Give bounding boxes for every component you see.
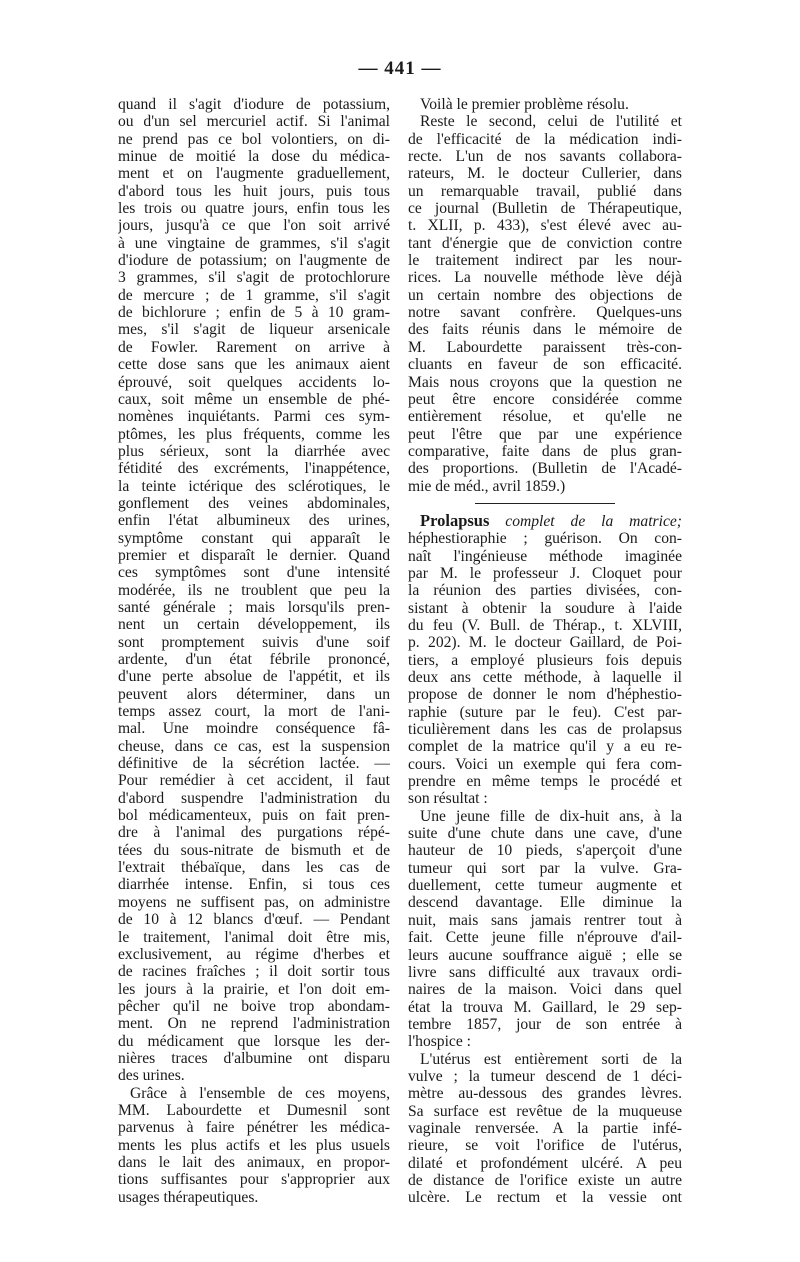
- text-line: ulcère. Le rectum et la vessie ont: [408, 1189, 682, 1207]
- text-line: un remarquable travail, publié dans: [408, 182, 682, 200]
- text-line: dre à l'animal des purgations répé-: [118, 824, 390, 842]
- heading-title: Prolapsus: [420, 511, 490, 530]
- text-line: recte. L'un de nos savants collabora-: [408, 148, 682, 166]
- text-line: notre savant confrère. Quelques-uns: [408, 304, 682, 322]
- text-line: des faits réunis dans le mémoire de: [408, 321, 682, 339]
- text-line: l'hospice :: [408, 1033, 472, 1051]
- page-number: — 441 —: [358, 58, 442, 79]
- text-line: exclusivement, au régime d'herbes et: [118, 945, 390, 963]
- text-line: sont promptement suivis d'une soif: [118, 633, 390, 651]
- text-line: ptômes, les plus fréquents, comme les: [118, 425, 390, 443]
- text-line: héphestioraphie ; guérison. On con-: [408, 530, 682, 548]
- text-line: cheuse, dans ce cas, est la suspension: [118, 737, 390, 755]
- text-line: de 10 à 12 blancs d'œuf. — Pendant: [118, 911, 390, 929]
- text-line: p. 202). M. le docteur Gaillard, de Poi-: [408, 634, 682, 652]
- left-column: [118, 96, 390, 1206]
- text-line: quand il s'agit d'iodure de potassium,: [118, 96, 390, 113]
- text-line: des urines.: [118, 1067, 185, 1085]
- text-line: comparative, faite dans de plus gran-: [408, 442, 682, 460]
- text-line: rices. La nouvelle méthode lève déjà: [408, 269, 682, 287]
- paragraph: [408, 808, 682, 1051]
- text-line: plus sérieux, sont la diarrhée avec: [118, 442, 390, 460]
- paragraph: [408, 1051, 682, 1207]
- text-line: de l'efficacité de la médication indi-: [408, 130, 682, 148]
- text-line: les jours à la prairie, et l'on doit em-: [118, 980, 390, 998]
- text-line: M. Labourdette paraissent très-con-: [408, 338, 682, 356]
- text-line: peut l'être que par une expérience: [408, 425, 682, 443]
- text-line: tées du sous-nitrate de bismuth et de: [118, 841, 390, 859]
- text-line: à une vingtaine de grammes, s'il s'agit: [118, 234, 390, 252]
- text-line: peut être encore considérée comme: [408, 390, 682, 408]
- text-line: MM. Labourdette et Dumesnil sont: [118, 1101, 390, 1119]
- text-line: son résultat :: [408, 790, 488, 808]
- text-line: bol médicamenteux, puis on fait pren-: [118, 807, 390, 825]
- text-line: mie de méd., avril 1859.): [408, 477, 566, 495]
- paragraph: [408, 96, 682, 113]
- text-line: Voilà le premier problème résolu.: [420, 96, 629, 113]
- text-line: éprouvé, soit quelques accidents lo-: [118, 373, 390, 391]
- text-line: caux, soit même un ensemble de phé-: [118, 390, 390, 408]
- text-line: ces symptômes sont d'une intensité: [118, 564, 390, 582]
- text-line: nent un certain développement, ils: [118, 616, 390, 634]
- paragraph: [408, 530, 682, 808]
- text-line: pêcher qu'il ne boive trop abondam-: [118, 997, 390, 1015]
- text-line: ou d'un sel mercuriel actif. Si l'animal: [118, 113, 390, 131]
- text-line: minue de moitié la dose du médica-: [118, 148, 390, 166]
- paragraph: [118, 1085, 390, 1206]
- text-line: d'abord tous les huit jours, puis tous: [118, 182, 390, 200]
- text-line: mal. Une moindre conséquence fâ-: [118, 720, 390, 738]
- text-line: usages thérapeutiques.: [118, 1188, 259, 1206]
- text-line: le traitement indirect par les nour-: [408, 252, 682, 270]
- text-line: de racines fraîches ; il doit sortir tous: [118, 963, 390, 981]
- text-line: mes, s'il s'agit de liqueur arsenicale: [118, 321, 390, 339]
- text-line: la réunion des parties divisées, con-: [408, 582, 682, 600]
- text-line: d'abord suspendre l'administration du: [118, 789, 390, 807]
- text-line: d'une perte absolue de l'appétit, et ils: [118, 668, 390, 686]
- text-line: temps assez court, la mort de l'ani-: [118, 703, 390, 721]
- text-line: nières traces d'albumine ont disparu: [118, 1049, 390, 1067]
- text-line: d'iodure de potassium; on l'augmente de: [118, 252, 390, 270]
- text-line: entièrement résolue, et qu'elle ne: [408, 408, 682, 426]
- text-line: diarrhée intense. Enfin, si tous ces: [118, 876, 390, 894]
- text-line: Mais nous croyons que la question ne: [408, 373, 682, 391]
- text-line: ment et on l'augmente graduellement,: [118, 165, 390, 183]
- text-line: premier et disparaît le dernier. Quand: [118, 546, 390, 564]
- text-line: le traitement, l'animal doit être mis,: [118, 928, 390, 946]
- text-line: nomènes inquiétants. Parmi ces sym-: [118, 408, 390, 426]
- text-line: ments les plus actifs et les plus usuels: [118, 1136, 390, 1154]
- text-line: les trois ou quatre jours, enfin tous les: [118, 200, 390, 218]
- text-line: de bichlorure ; enfin de 5 à 10 gram-: [118, 304, 390, 322]
- right-column: [408, 96, 682, 1207]
- text-line: tumeur qui sort par la vulve. Gra-: [408, 859, 682, 877]
- text-line: Grâce à l'ensemble de ces moyens,: [130, 1084, 390, 1102]
- text-line: tions suffisantes pour s'approprier aux: [118, 1171, 390, 1189]
- text-line: cette dose sans que les animaux aient: [118, 356, 390, 374]
- text-line: la teinte ictérique des sclérotiques, le: [118, 477, 390, 495]
- section-heading: [408, 512, 682, 530]
- text-line: cluants en faveur de son efficacité.: [408, 356, 682, 374]
- text-line: enfin l'état albumineux des urines,: [118, 512, 390, 530]
- text-line: un certain nombre des objections de: [408, 286, 682, 304]
- text-line: raphie (suture par le feu). C'est par-: [408, 703, 682, 721]
- text-line: naît l'ingénieuse méthode imaginée: [408, 547, 682, 565]
- text-line: des proportions. (Bulletin de l'Acadé-: [408, 460, 682, 478]
- text-line: santé générale ; mais lorsqu'ils pren-: [118, 598, 390, 616]
- paragraph: [118, 96, 390, 1085]
- text-line: tembre 1857, jour de son entrée à: [408, 1015, 682, 1033]
- text-line: de Fowler. Rarement on arrive à: [118, 338, 390, 356]
- text-line: de mercure ; de 1 gramme, s'il s'agit: [118, 286, 390, 304]
- text-line: prendre en même temps le procédé et: [408, 773, 682, 791]
- text-line: rateurs, M. le docteur Cullerier, dans: [408, 165, 682, 183]
- text-line: Reste le second, celui de l'utilité et: [420, 113, 682, 131]
- text-line: moyens ne suffisent pas, on administre: [118, 893, 390, 911]
- text-line: Une jeune fille de dix-huit ans, à la: [420, 807, 682, 825]
- text-line: duellement, cette tumeur augmente et: [408, 877, 682, 895]
- text-line: suite d'une chute dans une cave, d'une: [408, 825, 682, 843]
- text-line: complet de la matrice qu'il y a eu re-: [408, 738, 682, 756]
- text-line: fétidité des excréments, l'inappétence,: [118, 460, 390, 478]
- text-line: modérée, ils ne troublent que peu la: [118, 581, 390, 599]
- text-line: gonflement des veines abdominales,: [118, 494, 390, 512]
- text-line: L'utérus est entièrement sorti de la: [420, 1050, 682, 1068]
- text-line: du feu (V. Bull. de Thérap., t. XLVIII,: [408, 616, 682, 634]
- text-line: parvenus à faire pénétrer les médica-: [118, 1119, 390, 1137]
- text-line: descend davantage. Elle diminue la: [408, 894, 682, 912]
- text-line: ce journal (Bulletin de Thérapeutique,: [408, 200, 682, 218]
- text-line: tiers, a employé plusieurs fois depuis: [408, 651, 682, 669]
- text-line: sistant à obtenir la soudure à l'aide: [408, 599, 682, 617]
- section-divider: [475, 503, 615, 504]
- text-line: du médicament que lorsque les der-: [118, 1032, 390, 1050]
- text-line: livre sans difficulté aux travaux ordi-: [408, 963, 682, 981]
- text-line: ne prend pas ce bol volontiers, on di-: [118, 130, 390, 148]
- text-line: de distance de l'orifice existe un autre: [408, 1171, 682, 1189]
- text-line: nuit, mais sans jamais rentrer tout à: [408, 911, 682, 929]
- heading-subtitle: complet de la matrice;: [505, 512, 682, 530]
- text-line: peuvent alors déterminer, dans un: [118, 685, 390, 703]
- text-line: tant d'énergie que de conviction contre: [408, 234, 682, 252]
- text-line: par M. le professeur J. Cloquet pour: [408, 564, 682, 582]
- paragraph: [408, 113, 682, 495]
- text-line: propose de donner le nom d'héphestio-: [408, 686, 682, 704]
- text-line: 3 grammes, s'il s'agit de protochlorure: [118, 269, 390, 287]
- text-line: naires de la maison. Voici dans quel: [408, 981, 682, 999]
- text-line: rieure, se voit l'orifice de l'utérus,: [408, 1137, 682, 1155]
- text-line: leurs aucune souffrance aiguë ; elle se: [408, 946, 682, 964]
- text-line: fait. Cette jeune fille n'éprouve d'ail-: [408, 929, 682, 947]
- text-line: ticulièrement dans les cas de prolapsus: [408, 721, 682, 739]
- text-line: mètre au-dessous des grandes lèvres.: [408, 1085, 682, 1103]
- text-line: ardente, d'un état fébrile prononcé,: [118, 651, 390, 668]
- text-line: Sa surface est revêtue de la muqueuse: [408, 1102, 682, 1120]
- text-line: vaginale renversée. A la partie infé-: [408, 1119, 682, 1137]
- text-line: jours, jusqu'à ce que l'on soit arrivé: [118, 217, 390, 235]
- text-line: cours. Voici un exemple qui fera com-: [408, 755, 682, 773]
- text-line: t. XLII, p. 433), s'est élevé avec au-: [408, 217, 682, 235]
- text-line: Pour remédier à cet accident, il faut: [118, 772, 390, 790]
- text-line: hauteur de 10 pieds, s'aperçoit d'une: [408, 842, 682, 860]
- text-line: dilaté et profondément ulcéré. A peu: [408, 1154, 682, 1172]
- text-line: deux ans cette méthode, à laquelle il: [408, 669, 682, 686]
- text-line: ment. On ne reprend l'administration: [118, 1015, 390, 1033]
- text-line: définitive de la sécrétion lactée. —: [118, 755, 390, 773]
- text-line: état la trouva M. Gaillard, le 29 sep-: [408, 998, 682, 1016]
- text-line: dans le lait des animaux, en propor-: [118, 1153, 390, 1171]
- text-line: l'extrait thébaïque, dans les cas de: [118, 859, 390, 877]
- text-line: symptôme constant qui apparaît le: [118, 529, 390, 547]
- text-line: vulve ; la tumeur descend de 1 déci-: [408, 1067, 682, 1085]
